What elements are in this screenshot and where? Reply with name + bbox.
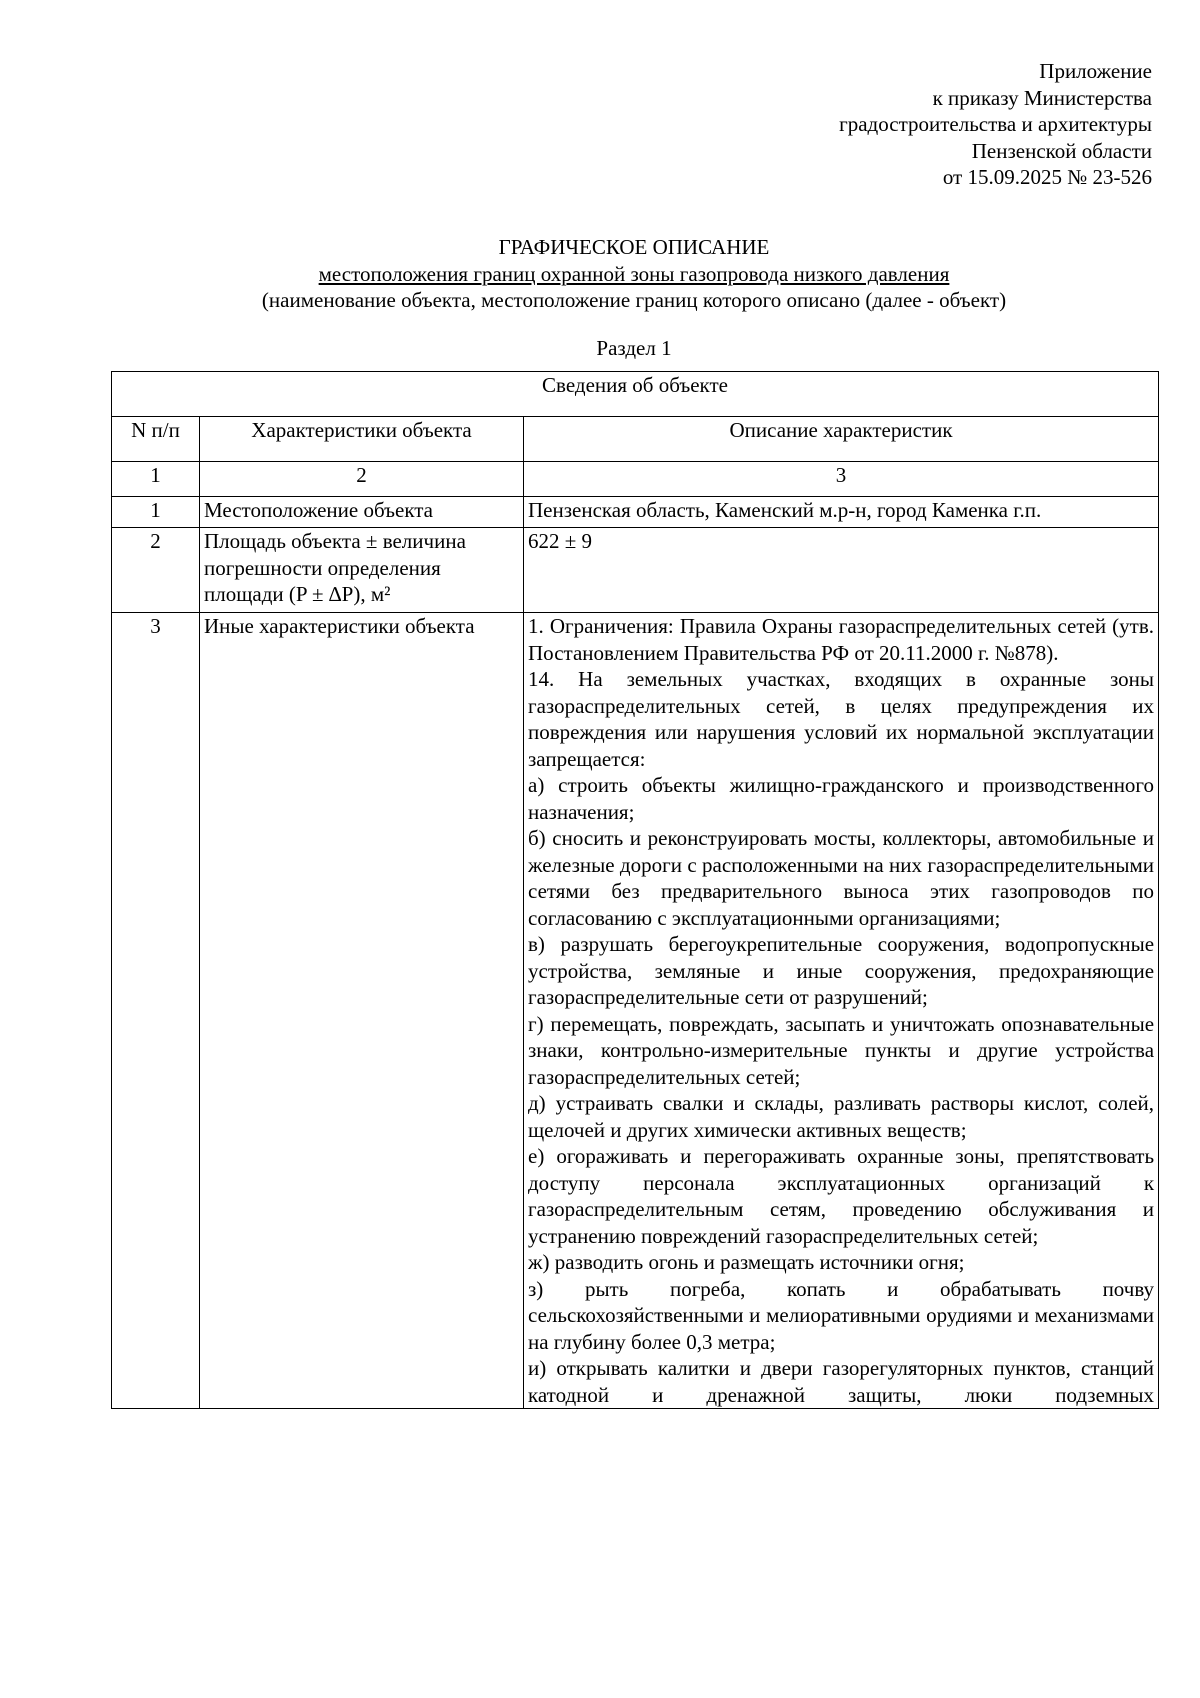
table-header-row xyxy=(112,417,1159,462)
column-number: 2 xyxy=(200,462,524,497)
column-number: 1 xyxy=(112,462,200,497)
approval-header xyxy=(839,58,1152,191)
document-title: ГРАФИЧЕСКОЕ ОПИСАНИЕ xyxy=(498,235,770,259)
row-description: Пензенская область, Каменский м.р-н, город Каменка г.п. xyxy=(524,497,1159,528)
row-number: 1 xyxy=(112,497,200,528)
description-paragraph: з) рыть погреба, копать и обрабатывать почву сельскохозяйственными и мелиоративными орудиями и механизмами на глубину более 0,3 метра; xyxy=(528,1276,1155,1354)
description-paragraph: 14. На земельных участках, входящих в охранные зоны газораспределительных сетей, в целях предупреждения их повреждения или нарушения условий их нормальной эксплуатации запрещается: xyxy=(528,667,1155,771)
row-description xyxy=(524,613,1159,1409)
description-paragraph: 1. Ограничения: Правила Охраны газораспределительных сетей (утв. Постановлением Правительства РФ от 20.11.2000 г. №878). xyxy=(528,614,1155,665)
row-number: 2 xyxy=(112,528,200,613)
description-paragraph: д) устраивать свалки и склады, разливать растворы кислот, солей, щелочей и других химически активных веществ; xyxy=(528,1091,1155,1142)
description-paragraph: е) огораживать и перегораживать охранные зоны, препятствовать доступу персонала эксплуатационных организаций к газораспределительным сетям, проведению обслуживания и устранению повреждений газораспределительных сетей; xyxy=(528,1144,1155,1248)
row-characteristic: Местоположение объекта xyxy=(200,497,524,528)
row-characteristic: Иные характеристики объекта xyxy=(200,613,524,1409)
header-line: от 15.09.2025 № 23-526 xyxy=(942,165,1152,189)
description-paragraph: и) открывать калитки и двери газорегуляторных пунктов, станций катодной и дренажной защиты, люки подземных xyxy=(528,1356,1155,1407)
column-header-number: N п/п xyxy=(112,417,200,462)
description-paragraph: г) перемещать, повреждать, засыпать и уничтожать опознавательные знаки, контрольно-измерительные пункты и другие устройства газораспределительных сетей; xyxy=(528,1011,1155,1089)
section-title: Раздел 1 xyxy=(596,336,672,360)
description-paragraph: б) сносить и реконструировать мосты, коллекторы, автомобильные и железные дороги с расположенными на них газораспределительными сетями без предварительного выноса этих газопроводов по согласованию с эксплуатационными организациями; xyxy=(528,826,1155,930)
document-title-block xyxy=(110,234,1158,314)
column-header-characteristic: Характеристики объекта xyxy=(200,417,524,462)
table-row xyxy=(112,497,1159,528)
column-numbers-row xyxy=(112,462,1159,497)
header-line: Приложение xyxy=(1039,59,1152,83)
row-number: 3 xyxy=(112,613,200,1409)
description-paragraph: ж) разводить огонь и размещать источники огня; xyxy=(528,1250,965,1274)
description-paragraph: а) строить объекты жилищно-гражданского и производственного назначения; xyxy=(528,773,1155,824)
document-title-note: (наименование объекта, местоположение границ которого описано (далее - объект) xyxy=(261,288,1007,312)
description-paragraph: в) разрушать берегоукрепительные сооружения, водопропускные устройства, земляные и иные сооружения, предохраняющие газораспределительные сети от разрушений; xyxy=(528,932,1155,1009)
header-line: Пензенской области xyxy=(971,138,1152,163)
table-caption-row xyxy=(112,372,1159,417)
column-number: 3 xyxy=(524,462,1159,497)
row-description: 622 ± 9 xyxy=(524,528,1159,613)
header-line: к приказу Министерства xyxy=(932,85,1152,110)
table-row xyxy=(112,528,1159,613)
document-subtitle: местоположения границ охранной зоны газопровода низкого давления xyxy=(318,261,950,286)
column-header-description: Описание характеристик xyxy=(524,417,1159,462)
object-info-table xyxy=(111,371,1159,1409)
table-caption: Сведения об объекте xyxy=(112,372,1159,417)
header-line: градостроительства и архитектуры xyxy=(839,112,1152,136)
table-row xyxy=(112,613,1159,1409)
row-characteristic: Площадь объекта ± величина погрешности определения площади (P ± ∆P), м² xyxy=(200,528,524,613)
